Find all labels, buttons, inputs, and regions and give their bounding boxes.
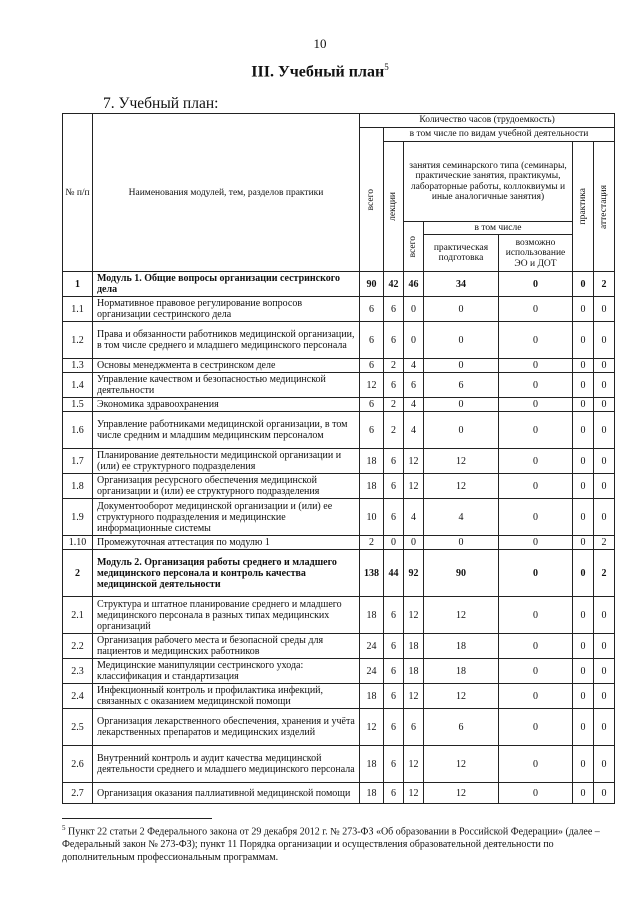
footnote-text: Пункт 22 статьи 2 Федерального закона от 29 декабря 2012 г. № 273-ФЗ «Об образовании в Российской Федерации» (далее – Федеральный закон № 273-ФЗ); пункт 11 Порядка организации и осуществления образовательной деятельности по дополнительным профессиональным программам.: [62, 826, 600, 864]
row-practical-training: 18: [424, 634, 499, 659]
row-lectures: 6: [384, 783, 404, 804]
table-row: [63, 297, 615, 322]
row-practice: 0: [573, 449, 594, 474]
header-seminar: занятия семинарского типа (семинары, практические занятия, практикумы, лабораторные работы, коллоквиумы и иные аналогичные занятия): [404, 142, 573, 222]
row-eo-dot: 0: [499, 536, 573, 550]
row-number: 1: [63, 272, 93, 297]
row-name: Структура и штатное планирование среднего и младшего медицинского персонала в разных типах медицинских организаций: [93, 597, 360, 634]
row-total-hours: 12: [360, 709, 384, 746]
page-number: 10: [313, 36, 327, 51]
row-name: Основы менеджмента в сестринском деле: [93, 359, 360, 373]
row-practice: 0: [573, 474, 594, 499]
row-eo-dot: 0: [499, 684, 573, 709]
row-total-hours: 2: [360, 536, 384, 550]
row-attestation: 0: [594, 634, 615, 659]
row-lectures: 6: [384, 634, 404, 659]
row-seminar-total: 4: [404, 499, 424, 536]
row-name: Управление качеством и безопасностью медицинской деятельности: [93, 373, 360, 398]
row-seminar-total: 12: [404, 474, 424, 499]
table-body: [63, 272, 615, 804]
row-lectures: 6: [384, 373, 404, 398]
row-attestation: 0: [594, 499, 615, 536]
row-practical-training: 34: [424, 272, 499, 297]
row-eo-dot: 0: [499, 449, 573, 474]
row-name: Организация оказания паллиативной медицинской помощи: [93, 783, 360, 804]
table-row: [63, 412, 615, 449]
row-total-hours: 18: [360, 684, 384, 709]
row-seminar-total: 6: [404, 709, 424, 746]
table-row: [63, 597, 615, 634]
row-practical-training: 0: [424, 398, 499, 412]
row-practical-training: 18: [424, 659, 499, 684]
row-attestation: 0: [594, 359, 615, 373]
row-name: Модуль 1. Общие вопросы организации сестринского дела: [93, 272, 360, 297]
row-total-hours: 24: [360, 634, 384, 659]
header-attestation-text: аттестация: [598, 184, 609, 229]
row-lectures: 2: [384, 359, 404, 373]
row-attestation: 2: [594, 550, 615, 597]
row-seminar-total: 0: [404, 536, 424, 550]
row-number: 2.7: [63, 783, 93, 804]
header-num: № п/п: [63, 114, 93, 272]
row-lectures: 6: [384, 297, 404, 322]
row-practice: 0: [573, 709, 594, 746]
section-title: [0, 62, 640, 81]
row-practical-training: 0: [424, 412, 499, 449]
row-number: 2: [63, 550, 93, 597]
row-lectures: 6: [384, 659, 404, 684]
table-row: [63, 659, 615, 684]
table-row: [63, 783, 615, 804]
row-eo-dot: 0: [499, 474, 573, 499]
curriculum-table: [62, 113, 615, 804]
row-seminar-total: 12: [404, 449, 424, 474]
row-seminar-total: 6: [404, 373, 424, 398]
row-eo-dot: 0: [499, 597, 573, 634]
row-practical-training: 0: [424, 536, 499, 550]
header-sem-total: [404, 222, 424, 272]
header-lectures-text: лекции: [388, 192, 399, 222]
header-attestation: [594, 142, 615, 272]
row-eo-dot: 0: [499, 709, 573, 746]
footnote: [62, 824, 614, 864]
header-eo-dot: возможно использование ЭО и ДОТ: [499, 235, 573, 272]
row-lectures: 0: [384, 536, 404, 550]
row-total-hours: 10: [360, 499, 384, 536]
table-row: [63, 746, 615, 783]
row-seminar-total: 92: [404, 550, 424, 597]
row-practice: 0: [573, 746, 594, 783]
row-lectures: 6: [384, 499, 404, 536]
row-eo-dot: 0: [499, 359, 573, 373]
row-number: 1.1: [63, 297, 93, 322]
footnote-ref: 5: [384, 62, 389, 72]
row-practice: 0: [573, 550, 594, 597]
row-name: Управление работниками медицинской организации, в том числе средним и младшим медицинским персоналом: [93, 412, 360, 449]
row-total-hours: 18: [360, 449, 384, 474]
row-eo-dot: 0: [499, 746, 573, 783]
row-name: Документооборот медицинской организации и (или) ее структурного подразделения и медицинские информационные системы: [93, 499, 360, 536]
row-practical-training: 6: [424, 373, 499, 398]
row-attestation: 0: [594, 322, 615, 359]
row-number: 1.4: [63, 373, 93, 398]
row-attestation: 2: [594, 272, 615, 297]
header-total: [360, 128, 384, 272]
row-seminar-total: 46: [404, 272, 424, 297]
row-practice: 0: [573, 634, 594, 659]
row-eo-dot: 0: [499, 398, 573, 412]
row-number: 2.3: [63, 659, 93, 684]
row-number: 1.2: [63, 322, 93, 359]
row-number: 2.5: [63, 709, 93, 746]
table-header: [63, 114, 615, 272]
row-lectures: 6: [384, 684, 404, 709]
row-number: 2.4: [63, 684, 93, 709]
row-attestation: 0: [594, 449, 615, 474]
row-attestation: 0: [594, 709, 615, 746]
row-number: 2.2: [63, 634, 93, 659]
row-seminar-total: 18: [404, 634, 424, 659]
row-total-hours: 6: [360, 297, 384, 322]
table-row: [63, 474, 615, 499]
row-number: 1.8: [63, 474, 93, 499]
row-eo-dot: 0: [499, 550, 573, 597]
row-total-hours: 6: [360, 322, 384, 359]
row-seminar-total: 4: [404, 398, 424, 412]
row-practice: 0: [573, 783, 594, 804]
table-row: [63, 398, 615, 412]
row-practice: 0: [573, 659, 594, 684]
row-lectures: 6: [384, 474, 404, 499]
row-name: Планирование деятельности медицинской организации и (или) ее структурного подразделения: [93, 449, 360, 474]
row-practice: 0: [573, 398, 594, 412]
row-total-hours: 18: [360, 746, 384, 783]
row-total-hours: 6: [360, 398, 384, 412]
row-total-hours: 18: [360, 597, 384, 634]
row-seminar-total: 12: [404, 597, 424, 634]
header-practice-text: практика: [577, 188, 588, 225]
row-total-hours: 18: [360, 783, 384, 804]
row-number: 1.10: [63, 536, 93, 550]
row-practical-training: 12: [424, 684, 499, 709]
row-lectures: 42: [384, 272, 404, 297]
row-number: 1.7: [63, 449, 93, 474]
row-name: Инфекционный контроль и профилактика инфекций, связанных с оказанием медицинской помощи: [93, 684, 360, 709]
header-practice: [573, 142, 594, 272]
row-eo-dot: 0: [499, 297, 573, 322]
row-practical-training: 12: [424, 449, 499, 474]
row-practice: 0: [573, 297, 594, 322]
row-practical-training: 0: [424, 322, 499, 359]
row-practice: 0: [573, 684, 594, 709]
row-attestation: 0: [594, 597, 615, 634]
row-practice: 0: [573, 499, 594, 536]
row-name: Модуль 2. Организация работы среднего и младшего медицинского персонала и контроль качества медицинской деятельности: [93, 550, 360, 597]
row-attestation: 2: [594, 536, 615, 550]
row-practice: 0: [573, 536, 594, 550]
row-attestation: 0: [594, 474, 615, 499]
row-seminar-total: 12: [404, 746, 424, 783]
header-name: Наименования модулей, тем, разделов практики: [93, 114, 360, 272]
row-name: Внутренний контроль и аудит качества медицинской деятельности среднего и младшего медицинского персонала: [93, 746, 360, 783]
row-name: Организация лекарственного обеспечения, хранения и учёта лекарственных препаратов и медицинских изделий: [93, 709, 360, 746]
row-attestation: 0: [594, 373, 615, 398]
table-row: [63, 709, 615, 746]
row-lectures: 44: [384, 550, 404, 597]
table-row: [63, 684, 615, 709]
row-practical-training: 12: [424, 474, 499, 499]
row-eo-dot: 0: [499, 659, 573, 684]
row-attestation: 0: [594, 659, 615, 684]
row-total-hours: 12: [360, 373, 384, 398]
header-hours-total: Количество часов (трудоемкость): [360, 114, 615, 128]
table-row: [63, 322, 615, 359]
row-practice: 0: [573, 597, 594, 634]
row-number: 1.3: [63, 359, 93, 373]
row-eo-dot: 0: [499, 783, 573, 804]
row-practical-training: 6: [424, 709, 499, 746]
row-total-hours: 18: [360, 474, 384, 499]
row-lectures: 2: [384, 398, 404, 412]
row-eo-dot: 0: [499, 322, 573, 359]
row-name: Промежуточная аттестация по модулю 1: [93, 536, 360, 550]
row-number: 2.6: [63, 746, 93, 783]
row-eo-dot: 0: [499, 373, 573, 398]
row-total-hours: 138: [360, 550, 384, 597]
row-attestation: 0: [594, 684, 615, 709]
row-practice: 0: [573, 359, 594, 373]
row-name: Нормативное правовое регулирование вопросов организации сестринского дела: [93, 297, 360, 322]
table-row: [63, 272, 615, 297]
row-practical-training: 12: [424, 597, 499, 634]
row-practical-training: 0: [424, 359, 499, 373]
footnote-number: 5: [62, 824, 66, 832]
footnote-divider: [62, 818, 212, 819]
row-lectures: 6: [384, 597, 404, 634]
row-eo-dot: 0: [499, 634, 573, 659]
row-number: 2.1: [63, 597, 93, 634]
row-practice: 0: [573, 373, 594, 398]
row-number: 1.5: [63, 398, 93, 412]
table-row: [63, 449, 615, 474]
section-title-text: III. Учебный план: [251, 63, 385, 81]
table-row: [63, 536, 615, 550]
row-practice: 0: [573, 412, 594, 449]
row-lectures: 6: [384, 746, 404, 783]
header-practical-training: практическая подготовка: [424, 235, 499, 272]
row-attestation: 0: [594, 746, 615, 783]
row-name: Экономика здравоохранения: [93, 398, 360, 412]
row-name: Права и обязанности работников медицинской организации, в том числе среднего и младшего медицинского персонала: [93, 322, 360, 359]
table-row: [63, 550, 615, 597]
header-total-text: всего: [366, 189, 377, 211]
row-practical-training: 12: [424, 783, 499, 804]
row-seminar-total: 4: [404, 412, 424, 449]
table-row: [63, 373, 615, 398]
row-seminar-total: 18: [404, 659, 424, 684]
subheading: 7. Учебный план:: [103, 95, 219, 112]
table-row: [63, 499, 615, 536]
row-lectures: 6: [384, 322, 404, 359]
row-number: 1.9: [63, 499, 93, 536]
row-total-hours: 90: [360, 272, 384, 297]
row-attestation: 0: [594, 412, 615, 449]
row-eo-dot: 0: [499, 499, 573, 536]
row-name: Организация рабочего места и безопасной среды для пациентов и медицинских работников: [93, 634, 360, 659]
row-attestation: 0: [594, 297, 615, 322]
row-seminar-total: 0: [404, 297, 424, 322]
row-attestation: 0: [594, 783, 615, 804]
row-practice: 0: [573, 272, 594, 297]
table-row: [63, 634, 615, 659]
row-lectures: 6: [384, 449, 404, 474]
row-seminar-total: 12: [404, 684, 424, 709]
row-number: 1.6: [63, 412, 93, 449]
row-total-hours: 6: [360, 412, 384, 449]
row-total-hours: 6: [360, 359, 384, 373]
row-eo-dot: 0: [499, 412, 573, 449]
row-practice: 0: [573, 322, 594, 359]
row-practical-training: 12: [424, 746, 499, 783]
header-including: в том числе: [424, 222, 573, 235]
row-seminar-total: 4: [404, 359, 424, 373]
table-row: [63, 359, 615, 373]
row-lectures: 6: [384, 709, 404, 746]
header-lectures: [384, 142, 404, 272]
row-practical-training: 4: [424, 499, 499, 536]
row-attestation: 0: [594, 398, 615, 412]
row-name: Медицинские манипуляции сестринского ухода: классификация и стандартизация: [93, 659, 360, 684]
row-practical-training: 0: [424, 297, 499, 322]
row-seminar-total: 12: [404, 783, 424, 804]
row-name: Организация ресурсного обеспечения медицинской организации и (или) ее структурного подразделения: [93, 474, 360, 499]
row-eo-dot: 0: [499, 272, 573, 297]
row-lectures: 2: [384, 412, 404, 449]
header-by-type: в том числе по видам учебной деятельности: [384, 128, 615, 142]
row-total-hours: 24: [360, 659, 384, 684]
row-seminar-total: 0: [404, 322, 424, 359]
row-practical-training: 90: [424, 550, 499, 597]
header-sem-total-text: всего: [408, 236, 419, 258]
